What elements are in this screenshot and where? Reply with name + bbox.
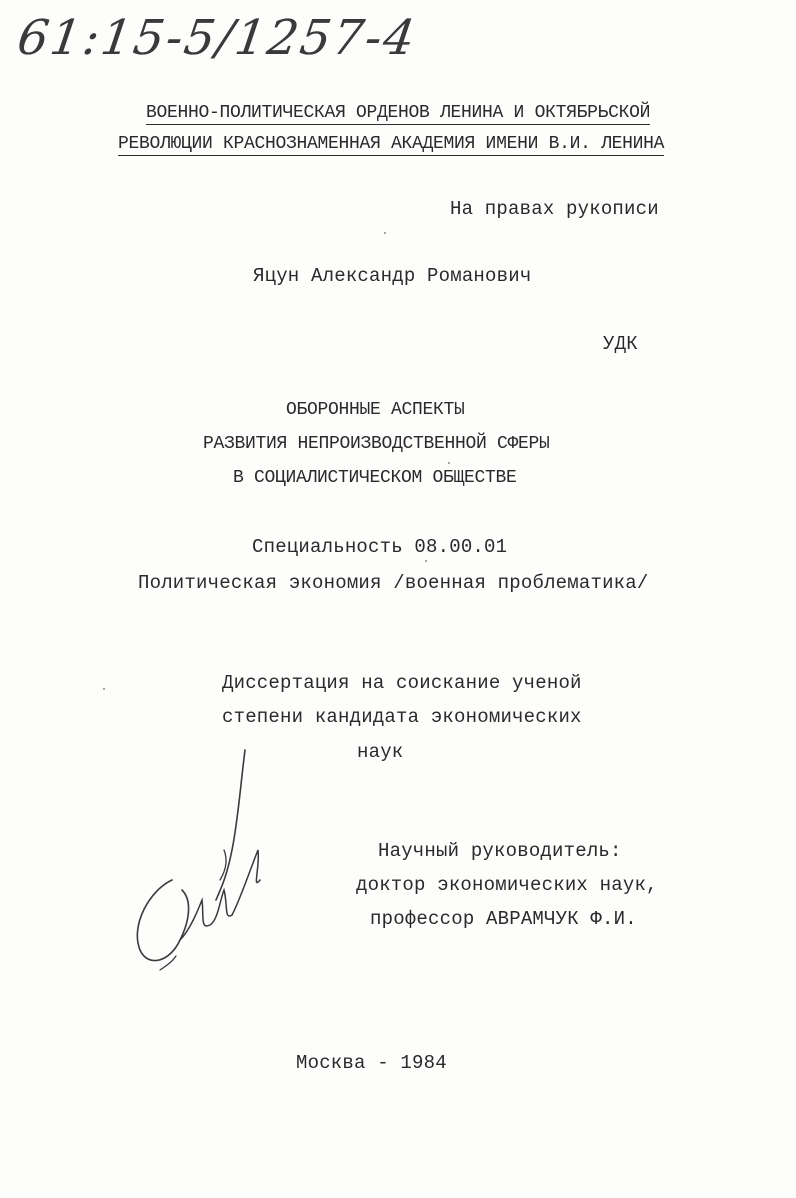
- supervisor-degree: доктор экономических наук,: [356, 874, 658, 896]
- dissertation-line-2: степени кандидата экономических: [222, 706, 582, 728]
- institution-line-1: ВОЕННО-ПОЛИТИЧЕСКАЯ ОРДЕНОВ ЛЕНИНА И ОКТЯБРЬСКОЙ: [146, 103, 651, 123]
- institution-line-2: РЕВОЛЮЦИИ КРАСНОЗНАМЕННАЯ АКАДЕМИЯ ИМЕНИ В.И. ЛЕНИНА: [118, 134, 665, 154]
- handwritten-archive-mark: 61:15-5/1257-4: [14, 10, 421, 66]
- scan-speck: [103, 688, 105, 690]
- title-line-3: В СОЦИАЛИСТИЧЕСКОМ ОБЩЕСТВЕ: [233, 468, 517, 488]
- udc-label: УДК: [603, 333, 638, 355]
- scan-speck: [448, 462, 450, 464]
- title-line-2: РАЗВИТИЯ НЕПРОИЗВОДСТВЕННОЙ СФЕРЫ: [203, 434, 550, 454]
- scan-speck: [384, 232, 386, 234]
- supervisor-name: профессор АВРАМЧУК Ф.И.: [370, 908, 637, 930]
- dissertation-line-1: Диссертация на соискание ученой: [222, 672, 582, 694]
- author-name: Яцун Александр Романович: [253, 265, 532, 287]
- supervisor-label: Научный руководитель:: [378, 840, 622, 862]
- specialty-code: Специальность 08.00.01: [252, 536, 508, 558]
- handwritten-signature: [120, 740, 290, 980]
- scan-speck: [425, 560, 427, 562]
- place-and-year: Москва - 1984: [296, 1052, 447, 1074]
- title-line-1: ОБОРОННЫЕ АСПЕКТЫ: [286, 400, 465, 420]
- dissertation-line-3: наук: [357, 741, 404, 763]
- specialty-description: Политическая экономия /военная проблематика/: [138, 572, 649, 594]
- manuscript-rights-note: На правах рукописи: [450, 198, 659, 220]
